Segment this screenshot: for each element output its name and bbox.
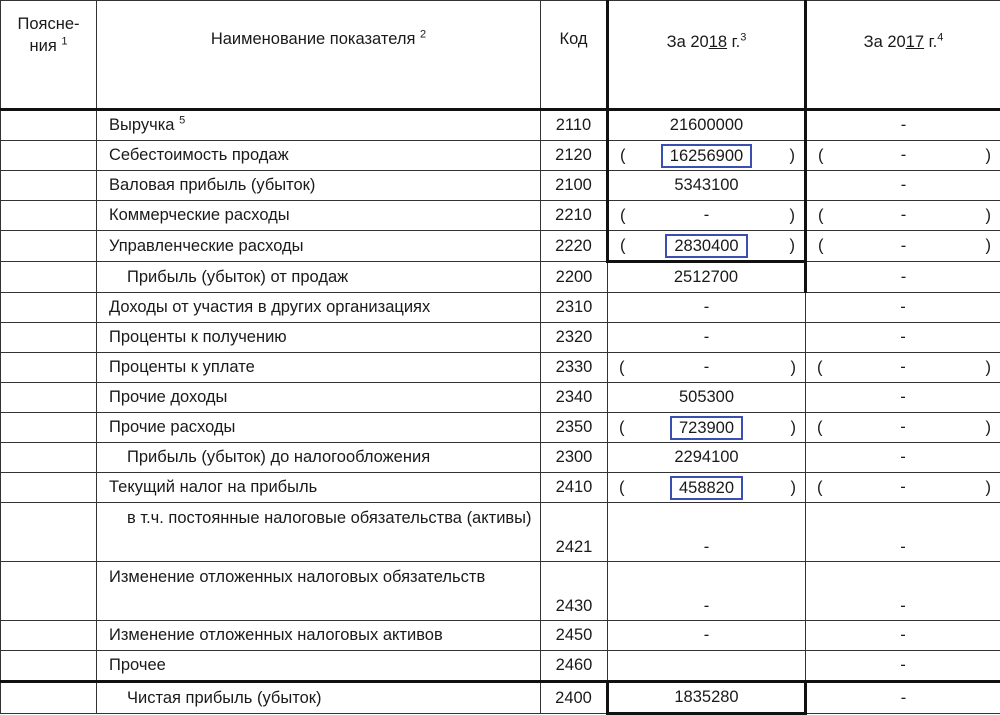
- value-2018: ( 723900 ): [608, 413, 806, 443]
- value-2017: -: [806, 171, 1000, 201]
- value-2017: ( - ): [806, 231, 1000, 262]
- indicator-name: Чистая прибыль (убыток): [97, 682, 541, 714]
- code-cell: 2120: [541, 141, 608, 171]
- explanation-cell: [1, 413, 97, 443]
- table-row: [1, 141, 1000, 171]
- highlighted-value: 458820: [670, 476, 743, 500]
- indicator-name: Изменение отложенных налоговых активов: [97, 621, 541, 651]
- code-cell: 2350: [541, 413, 608, 443]
- value-2017: -: [806, 110, 1000, 141]
- table-row: [1, 383, 1000, 413]
- header-row: [1, 1, 1000, 110]
- value-2018: ( 2830400 ): [608, 231, 806, 262]
- explanation-cell: [1, 503, 97, 562]
- value-2018: -: [608, 503, 806, 562]
- table-row: [1, 323, 1000, 353]
- explanation-cell: [1, 353, 97, 383]
- value-2018: 2512700: [608, 262, 806, 293]
- explanation-cell: [1, 651, 97, 682]
- value-2018: 1835280: [608, 682, 806, 714]
- code-cell: 2430: [541, 562, 608, 621]
- code-cell: 2460: [541, 651, 608, 682]
- indicator-name: Проценты к получению: [97, 323, 541, 353]
- indicator-name: Прибыль (убыток) от продаж: [97, 262, 541, 293]
- table-row: [1, 262, 1000, 293]
- header-explanations: Поясне- ния $^1$: [1, 1, 97, 110]
- table-row: [1, 562, 1000, 621]
- code-cell: 2200: [541, 262, 608, 293]
- indicator-name: Коммерческие расходы: [97, 201, 541, 231]
- value-2018: 2294100: [608, 443, 806, 473]
- code-cell: 2220: [541, 231, 608, 262]
- code-cell: 2400: [541, 682, 608, 714]
- value-2018: 5343100: [608, 171, 806, 201]
- value-2017: ( - ): [806, 413, 1000, 443]
- code-cell: 2320: [541, 323, 608, 353]
- value-2018: -: [608, 293, 806, 323]
- value-2017: ( - ): [806, 353, 1000, 383]
- table-row: [1, 682, 1000, 714]
- value-2018: [608, 651, 806, 682]
- highlighted-value: 16256900: [661, 144, 752, 168]
- indicator-name: Прибыль (убыток) до налогообложения: [97, 443, 541, 473]
- table-row: [1, 110, 1000, 141]
- explanation-cell: [1, 293, 97, 323]
- indicator-name: Доходы от участия в других организациях: [97, 293, 541, 323]
- value-2017: -: [806, 383, 1000, 413]
- value-2017: -: [806, 323, 1000, 353]
- indicator-name: Себестоимость продаж: [97, 141, 541, 171]
- header-code: Код: [541, 1, 608, 110]
- indicator-name: Изменение отложенных налоговых обязательств: [97, 562, 541, 621]
- explanation-cell: [1, 171, 97, 201]
- indicator-name: Валовая прибыль (убыток): [97, 171, 541, 201]
- indicator-name: Проценты к уплате: [97, 353, 541, 383]
- highlighted-value: 2830400: [665, 234, 747, 258]
- value-2017: -: [806, 293, 1000, 323]
- value-2017: -: [806, 262, 1000, 293]
- table-row: [1, 443, 1000, 473]
- value-2018: -: [608, 621, 806, 651]
- explanation-cell: [1, 231, 97, 262]
- indicator-name: в т.ч. постоянные налоговые обязательства (активы): [97, 503, 541, 562]
- value-2017: -: [806, 562, 1000, 621]
- table-row: [1, 473, 1000, 503]
- value-2018: ( 458820 ): [608, 473, 806, 503]
- value-2017: -: [806, 503, 1000, 562]
- explanation-cell: [1, 443, 97, 473]
- code-cell: 2410: [541, 473, 608, 503]
- explanation-cell: [1, 682, 97, 714]
- explanation-cell: [1, 323, 97, 353]
- table-row: [1, 503, 1000, 562]
- value-2017: ( - ): [806, 473, 1000, 503]
- value-2017: ( - ): [806, 201, 1000, 231]
- table-row: [1, 201, 1000, 231]
- explanation-cell: [1, 201, 97, 231]
- value-2018: ( - ): [608, 201, 806, 231]
- table-row: [1, 651, 1000, 682]
- table-row: [1, 171, 1000, 201]
- code-cell: 2110: [541, 110, 608, 141]
- indicator-name: Прочие расходы: [97, 413, 541, 443]
- explanation-cell: [1, 383, 97, 413]
- explanation-cell: [1, 262, 97, 293]
- value-2018: ( - ): [608, 353, 806, 383]
- table-row: [1, 621, 1000, 651]
- code-cell: 2330: [541, 353, 608, 383]
- value-2018: ( 16256900 ): [608, 141, 806, 171]
- code-cell: 2421: [541, 503, 608, 562]
- explanation-cell: [1, 110, 97, 141]
- code-cell: 2210: [541, 201, 608, 231]
- indicator-name: Управленческие расходы: [97, 231, 541, 262]
- table-row: [1, 353, 1000, 383]
- table-row: [1, 293, 1000, 323]
- indicator-name: Прочее: [97, 651, 541, 682]
- value-2017: ( - ): [806, 141, 1000, 171]
- indicator-name: Прочие доходы: [97, 383, 541, 413]
- table-row: [1, 413, 1000, 443]
- code-cell: 2100: [541, 171, 608, 201]
- value-2018: 21600000: [608, 110, 806, 141]
- code-cell: 2340: [541, 383, 608, 413]
- explanation-cell: [1, 473, 97, 503]
- highlighted-value: 723900: [670, 416, 743, 440]
- explanation-cell: [1, 141, 97, 171]
- indicator-name: Текущий налог на прибыль: [97, 473, 541, 503]
- value-2017: -: [806, 443, 1000, 473]
- code-cell: 2300: [541, 443, 608, 473]
- value-2017: -: [806, 682, 1000, 714]
- value-2018: -: [608, 323, 806, 353]
- value-2017: -: [806, 651, 1000, 682]
- header-year-2017: За 2017 г.$^4$: [806, 1, 1000, 110]
- table-row: [1, 231, 1000, 262]
- code-cell: 2310: [541, 293, 608, 323]
- explanation-cell: [1, 562, 97, 621]
- header-indicator-name: Наименование показателя $^2$: [97, 1, 541, 110]
- value-2018: -: [608, 562, 806, 621]
- indicator-name: Выручка $^5$: [97, 110, 541, 141]
- value-2018: 505300: [608, 383, 806, 413]
- explanation-cell: [1, 621, 97, 651]
- header-year-2018: За 2018 г.$^3$: [608, 1, 806, 110]
- code-cell: 2450: [541, 621, 608, 651]
- value-2017: -: [806, 621, 1000, 651]
